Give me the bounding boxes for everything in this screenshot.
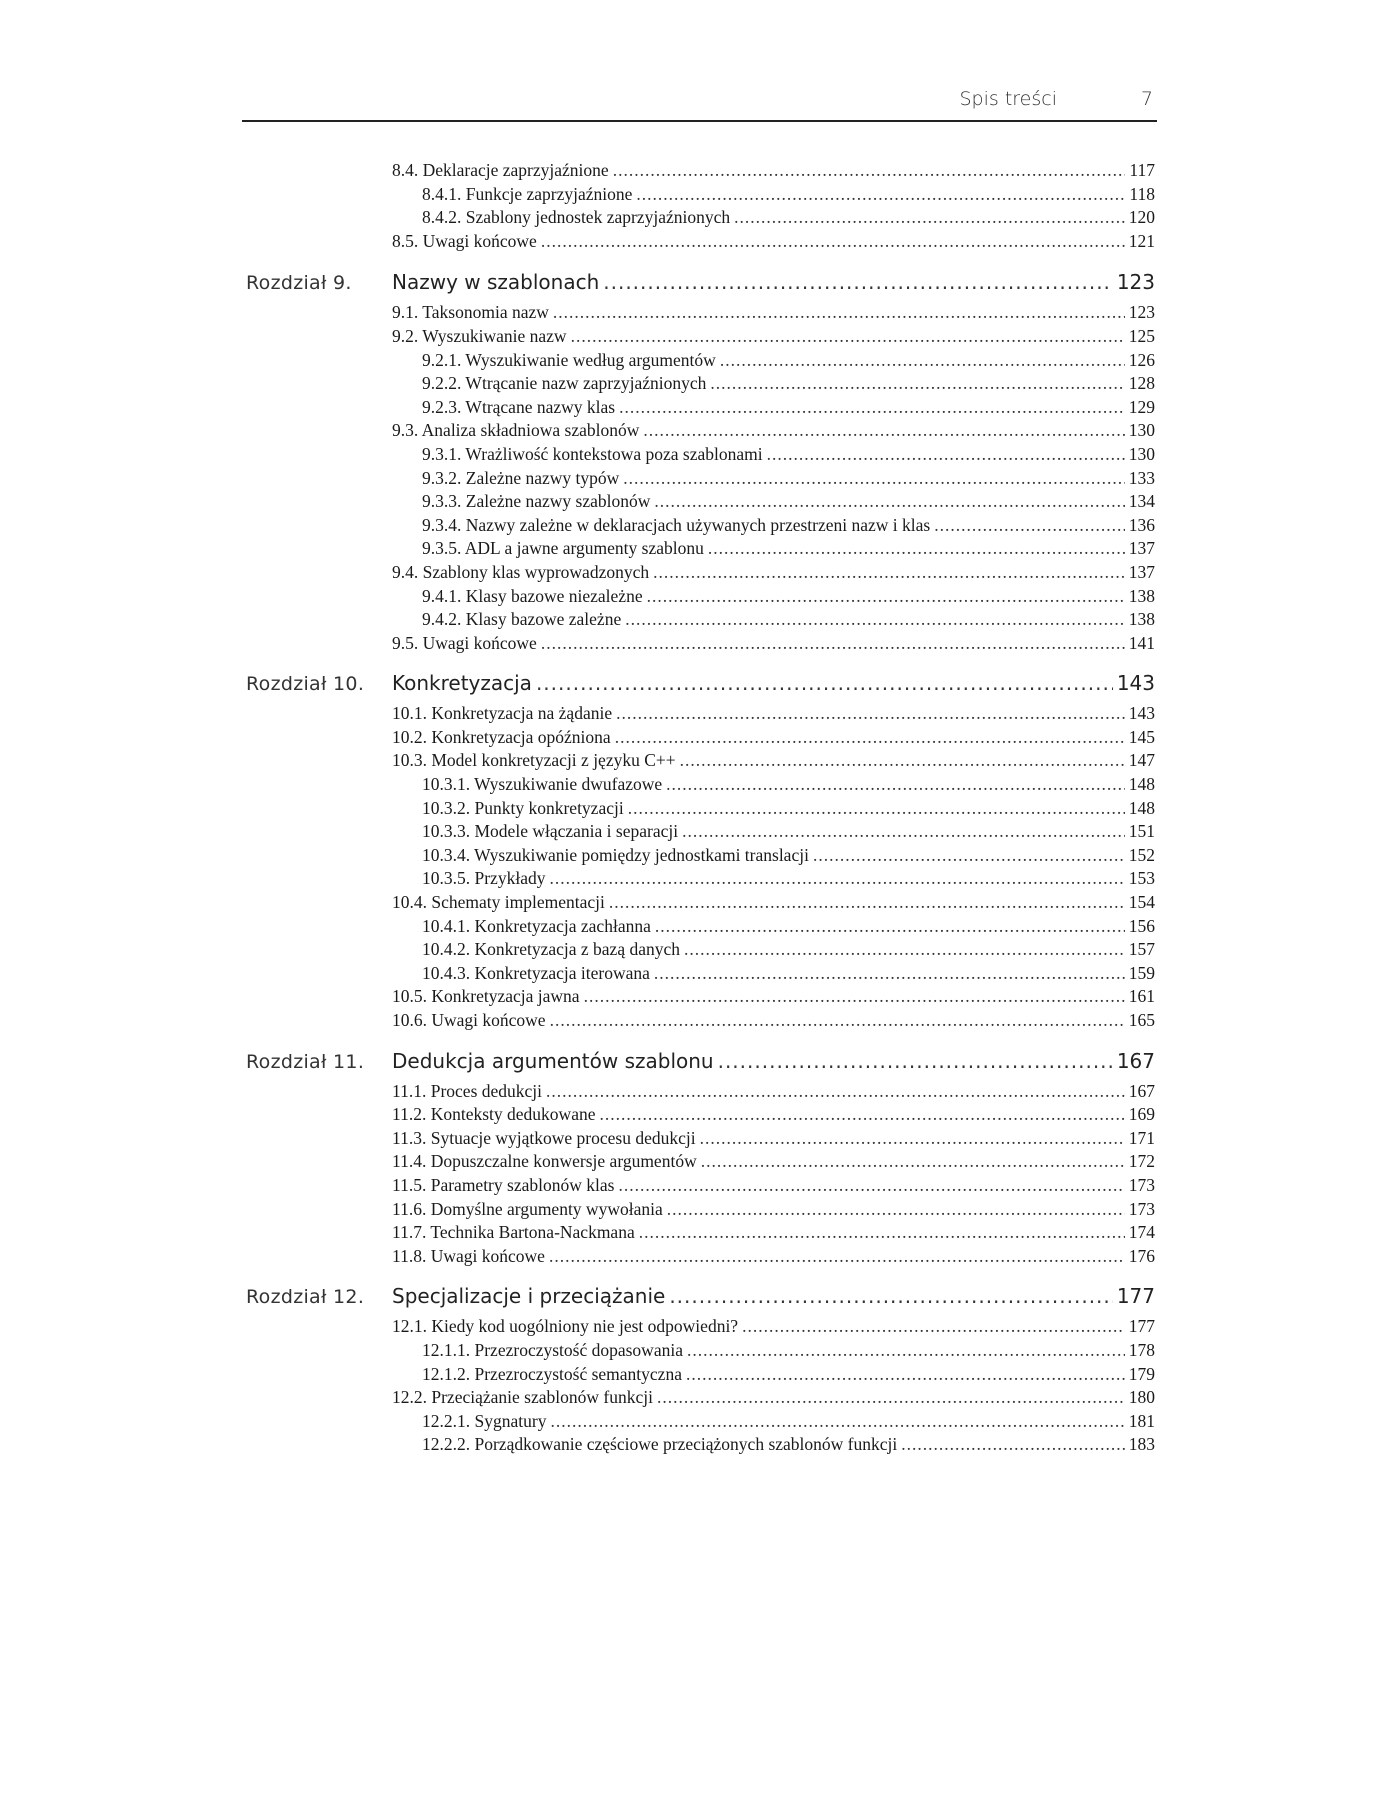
toc-entry <box>392 1081 1155 1105</box>
dot-leader <box>618 1175 1124 1196</box>
toc-entry <box>422 963 1155 987</box>
toc-entry-page: 121 <box>1128 230 1155 251</box>
toc-entry-title: 12.2. Przeciążanie szablonów funkcji <box>392 1387 653 1408</box>
toc-entry-title: 9.3.1. Wrażliwość kontekstowa poza szablonami <box>422 443 763 464</box>
dot-leader <box>603 270 1113 294</box>
toc-entry-page: 167 <box>1128 1080 1155 1101</box>
dot-leader <box>541 633 1125 654</box>
header-page-number: 7 <box>1140 88 1153 110</box>
toc-entry-title: 12.1. Kiedy kod uogólniony nie jest odpowiedni? <box>392 1316 739 1337</box>
dot-leader <box>613 160 1126 181</box>
dot-leader <box>639 1222 1125 1243</box>
chapter-section <box>0 268 1400 656</box>
chapter-heading <box>0 1047 1400 1081</box>
toc-entry-page: 181 <box>1128 1410 1155 1431</box>
dot-leader <box>541 231 1125 252</box>
dot-leader <box>667 1199 1125 1220</box>
toc-entry <box>392 892 1155 916</box>
dot-leader <box>536 671 1113 695</box>
chapter-page: 143 <box>1116 671 1155 696</box>
dot-leader <box>710 373 1124 394</box>
toc-entry-title: 9.4.2. Klasy bazowe zależne <box>422 609 622 630</box>
toc-entry-page: 177 <box>1128 1316 1155 1337</box>
chapter-title-row <box>392 671 1155 695</box>
toc-entry-page: 178 <box>1128 1339 1155 1360</box>
toc-entry-page: 153 <box>1128 868 1155 889</box>
chapter-label: Rozdział 12. <box>246 1286 365 1309</box>
dot-leader <box>654 963 1125 984</box>
toc-entry <box>392 231 1155 255</box>
toc-chapters <box>0 268 1400 1458</box>
toc-entry-title: 10.5. Konkretyzacja jawna <box>392 986 580 1007</box>
toc-entry-title: 12.2.1. Sygnatury <box>422 1410 547 1431</box>
toc-entry-title: 9.3.2. Zależne nazwy typów <box>422 467 620 488</box>
toc-entry-title: 11.8. Uwagi końcowe <box>392 1245 545 1266</box>
toc-entry-title: 12.2.2. Porządkowanie częściowe przeciążonych szablonów funkcji <box>422 1434 898 1455</box>
toc-entry <box>422 515 1155 539</box>
toc-entry-page: 174 <box>1128 1222 1155 1243</box>
toc-entry <box>422 1434 1155 1458</box>
toc-entry-page: 154 <box>1128 892 1155 913</box>
toc-entry-title: 10.4.2. Konkretyzacja z bazą danych <box>422 939 681 960</box>
toc-entry <box>422 350 1155 374</box>
chapter-title-row <box>392 1049 1155 1073</box>
toc-entry-page: 176 <box>1128 1245 1155 1266</box>
toc-entry-page: 161 <box>1128 986 1155 1007</box>
toc-entry-title: 9.4.1. Klasy bazowe niezależne <box>422 585 643 606</box>
toc-entry-title: 12.1.2. Przezroczystość semantyczna <box>422 1363 682 1384</box>
toc-entry <box>422 821 1155 845</box>
chapter-section <box>0 669 1400 1033</box>
chapter-title-row <box>392 270 1155 294</box>
toc-entry <box>422 444 1155 468</box>
dot-leader <box>813 845 1125 866</box>
toc-entry-title: 10.3.1. Wyszukiwanie dwufazowe <box>422 774 663 795</box>
toc-entry <box>422 1340 1155 1364</box>
dot-leader <box>708 538 1125 559</box>
toc-entry-page: 130 <box>1128 443 1155 464</box>
toc-entry <box>422 868 1155 892</box>
toc-entry <box>392 420 1155 444</box>
chapter-section <box>0 1047 1400 1270</box>
chapter-label: Rozdział 9. <box>246 272 352 295</box>
dot-leader <box>616 703 1125 724</box>
toc-entry-title: 11.4. Dopuszczalne konwersje argumentów <box>392 1151 697 1172</box>
dot-leader <box>615 727 1125 748</box>
toc-entry-page: 148 <box>1128 797 1155 818</box>
page-header <box>242 84 1157 122</box>
toc-entry <box>422 845 1155 869</box>
dot-leader <box>643 420 1124 441</box>
toc-entry-page: 171 <box>1128 1127 1155 1148</box>
toc-entry <box>422 1364 1155 1388</box>
toc-entry-title: 11.5. Parametry szablonów klas <box>392 1174 615 1195</box>
toc-entry-page: 183 <box>1128 1434 1155 1455</box>
toc-entry-page: 120 <box>1128 207 1155 228</box>
dot-leader <box>647 586 1125 607</box>
dot-leader <box>654 491 1124 512</box>
chapter-page: 167 <box>1116 1048 1155 1073</box>
toc-entry <box>422 491 1155 515</box>
dot-leader <box>687 1340 1125 1361</box>
toc-entry-page: 156 <box>1128 915 1155 936</box>
dot-leader <box>550 1411 1124 1432</box>
toc-entry-page: 179 <box>1128 1363 1155 1384</box>
dot-leader <box>625 609 1125 630</box>
toc-entry-title: 9.2.1. Wyszukiwanie według argumentów <box>422 349 716 370</box>
toc-entry-page: 125 <box>1128 325 1155 346</box>
toc-entry-page: 123 <box>1128 302 1155 323</box>
dot-leader <box>609 892 1125 913</box>
toc-entry-title: 10.4.1. Konkretyzacja zachłanna <box>422 915 651 936</box>
toc-entry-title: 10.4.3. Konkretyzacja iterowana <box>422 962 650 983</box>
toc-entry-title: 12.1.1. Przezroczystość dopasowania <box>422 1339 683 1360</box>
toc-entry <box>392 302 1155 326</box>
toc-entry <box>422 609 1155 633</box>
chapter-heading <box>0 268 1400 302</box>
toc-entry <box>422 207 1155 231</box>
toc-entry-title: 9.1. Taksonomia nazw <box>392 302 549 323</box>
toc-entry-page: 151 <box>1128 821 1155 842</box>
toc-entry-page: 137 <box>1128 538 1155 559</box>
toc-entry-title: 9.3.3. Zależne nazwy szablonów <box>422 491 651 512</box>
toc-entry-page: 157 <box>1128 939 1155 960</box>
chapter-heading <box>0 1282 1400 1316</box>
toc-entry-title: 10.4. Schematy implementacji <box>392 892 605 913</box>
toc-entry-page: 136 <box>1128 514 1155 535</box>
dot-leader <box>666 774 1125 795</box>
toc-entry-title: 11.3. Sytuacje wyjątkowe procesu dedukcji <box>392 1127 696 1148</box>
toc-entry-title: 9.3. Analiza składniowa szablonów <box>392 420 640 441</box>
toc-entry <box>422 373 1155 397</box>
toc-entry-page: 138 <box>1128 609 1155 630</box>
toc-entry-title: 8.4.2. Szablony jednostek zaprzyjaźnionych <box>422 207 731 228</box>
toc-pre-entries <box>0 160 1400 254</box>
toc-entry-title: 11.7. Technika Bartona-Nackmana <box>392 1222 635 1243</box>
dot-leader <box>655 916 1125 937</box>
toc-entry <box>392 727 1155 751</box>
header-title: Spis treści <box>959 88 1057 110</box>
chapter-title: Konkretyzacja <box>392 671 532 696</box>
toc-entry-title: 9.2.2. Wtrącanie nazw zaprzyjaźnionych <box>422 373 707 394</box>
dot-leader <box>599 1104 1124 1125</box>
toc-entry-title: 10.6. Uwagi końcowe <box>392 1010 546 1030</box>
toc-entry-page: 173 <box>1128 1198 1155 1219</box>
toc-entry-page: 118 <box>1129 183 1155 204</box>
toc-entry-title: 10.1. Konkretyzacja na żądanie <box>392 703 613 724</box>
dot-leader <box>623 468 1124 489</box>
toc-entry <box>422 939 1155 963</box>
toc-entry <box>392 1387 1155 1411</box>
toc-entry-title: 9.2.3. Wtrącane nazwy klas <box>422 396 616 417</box>
toc-entry <box>392 1316 1155 1340</box>
dot-leader <box>584 986 1125 1007</box>
toc-entry-title: 10.3.4. Wyszukiwanie pomiędzy jednostkami translacji <box>422 844 809 865</box>
toc-entry <box>392 1222 1155 1246</box>
toc-entry-title: 10.3.5. Przykłady <box>422 868 546 889</box>
toc-entry-title: 11.2. Konteksty dedukowane <box>392 1104 596 1125</box>
toc-entry <box>392 750 1155 774</box>
chapter-heading <box>0 669 1400 703</box>
dot-leader <box>550 1010 1125 1031</box>
toc-entry-title: 9.5. Uwagi końcowe <box>392 632 537 653</box>
toc-entry <box>392 1104 1155 1128</box>
table-of-contents <box>0 160 1400 1471</box>
chapter-page: 177 <box>1116 1284 1155 1309</box>
toc-entry-page: 126 <box>1128 349 1155 370</box>
toc-entry <box>422 397 1155 421</box>
toc-entry-page: 138 <box>1128 585 1155 606</box>
toc-entry-title: 10.3.3. Modele włączania i separacji <box>422 821 679 842</box>
toc-entry-page: 129 <box>1128 396 1155 417</box>
toc-entry <box>392 1199 1155 1223</box>
chapter-label: Rozdział 10. <box>246 673 365 696</box>
toc-entry-title: 10.3. Model konkretyzacji z języku C++ <box>392 750 676 771</box>
toc-entry-page: 172 <box>1128 1151 1155 1172</box>
chapter-section <box>0 1282 1400 1458</box>
dot-leader <box>636 184 1125 205</box>
dot-leader <box>901 1434 1125 1455</box>
toc-entry-page: 173 <box>1128 1174 1155 1195</box>
toc-entry-title: 11.6. Domyślne argumenty wywołania <box>392 1198 663 1219</box>
toc-entry-title: 10.2. Konkretyzacja opóźniona <box>392 726 611 747</box>
dot-leader <box>720 350 1125 371</box>
dot-leader <box>680 750 1125 771</box>
toc-entry <box>392 633 1155 657</box>
dot-leader <box>682 821 1125 842</box>
toc-entry <box>392 1175 1155 1199</box>
toc-entry-title: 9.3.4. Nazwy zależne w deklaracjach używanych przestrzeni nazw i klas <box>422 514 931 535</box>
chapter-label: Rozdział 11. <box>246 1050 365 1073</box>
toc-entry <box>392 703 1155 727</box>
dot-leader <box>628 798 1125 819</box>
dot-leader <box>669 1284 1112 1308</box>
dot-leader <box>546 1081 1125 1102</box>
dot-leader <box>549 1246 1125 1267</box>
toc-entry-page: 133 <box>1128 467 1155 488</box>
toc-entry-title: 11.1. Proces dedukcji <box>392 1080 543 1101</box>
toc-entry <box>392 1246 1155 1270</box>
chapter-title: Nazwy w szablonach <box>392 270 600 295</box>
dot-leader <box>549 868 1124 889</box>
toc-entry-page: 145 <box>1128 726 1155 747</box>
toc-entry-page: 141 <box>1128 632 1155 653</box>
toc-entry <box>422 586 1155 610</box>
toc-entry <box>422 916 1155 940</box>
toc-entry-page: 152 <box>1128 844 1155 865</box>
toc-entry <box>422 798 1155 822</box>
toc-entry-title: 8.4. Deklaracje zaprzyjaźnione <box>392 160 609 180</box>
toc-entry-title: 8.5. Uwagi końcowe <box>392 230 537 251</box>
toc-entry <box>392 1010 1155 1034</box>
toc-entry-page: 159 <box>1128 962 1155 983</box>
chapter-title: Specjalizacje i przeciążanie <box>392 1284 666 1309</box>
toc-entry-page: 128 <box>1128 373 1155 394</box>
chapter-title: Dedukcja argumentów szablonu <box>392 1048 714 1073</box>
toc-entry <box>422 1411 1155 1435</box>
toc-entry <box>392 562 1155 586</box>
toc-entry-page: 143 <box>1128 703 1155 724</box>
toc-entry-title: 9.4. Szablony klas wyprowadzonych <box>392 561 650 582</box>
toc-entry <box>392 326 1155 350</box>
toc-entry <box>422 184 1155 208</box>
dot-leader <box>701 1151 1125 1172</box>
dot-leader <box>686 1364 1125 1385</box>
chapter-title-row <box>392 1284 1155 1308</box>
dot-leader <box>619 397 1125 418</box>
dot-leader <box>767 444 1125 465</box>
toc-entry-page: 147 <box>1128 750 1155 771</box>
dot-leader <box>718 1049 1113 1073</box>
toc-entry-page: 117 <box>1129 160 1155 180</box>
toc-entry <box>392 160 1155 184</box>
toc-entry-page: 165 <box>1128 1010 1155 1030</box>
toc-entry <box>392 1151 1155 1175</box>
toc-entry-title: 9.3.5. ADL a jawne argumenty szablonu <box>422 538 704 559</box>
dot-leader <box>571 326 1125 347</box>
dot-leader <box>742 1316 1125 1337</box>
dot-leader <box>700 1128 1125 1149</box>
chapter-page: 123 <box>1116 270 1155 295</box>
toc-entry-page: 180 <box>1128 1387 1155 1408</box>
toc-entry-page: 169 <box>1128 1104 1155 1125</box>
toc-entry <box>422 774 1155 798</box>
toc-entry <box>422 538 1155 562</box>
toc-entry <box>392 986 1155 1010</box>
toc-entry-page: 130 <box>1128 420 1155 441</box>
toc-entry-title: 8.4.1. Funkcje zaprzyjaźnione <box>422 183 633 204</box>
toc-entry-title: 10.3.2. Punkty konkretyzacji <box>422 797 624 818</box>
toc-entry-title: 9.2. Wyszukiwanie nazw <box>392 325 567 346</box>
dot-leader <box>653 562 1125 583</box>
dot-leader <box>553 302 1125 323</box>
toc-entry-page: 134 <box>1128 491 1155 512</box>
toc-entry-page: 137 <box>1128 561 1155 582</box>
toc-entry <box>422 468 1155 492</box>
dot-leader <box>734 207 1125 228</box>
dot-leader <box>684 939 1125 960</box>
toc-entry-page: 148 <box>1128 774 1155 795</box>
toc-entry <box>392 1128 1155 1152</box>
dot-leader <box>934 515 1125 536</box>
dot-leader <box>657 1387 1125 1408</box>
